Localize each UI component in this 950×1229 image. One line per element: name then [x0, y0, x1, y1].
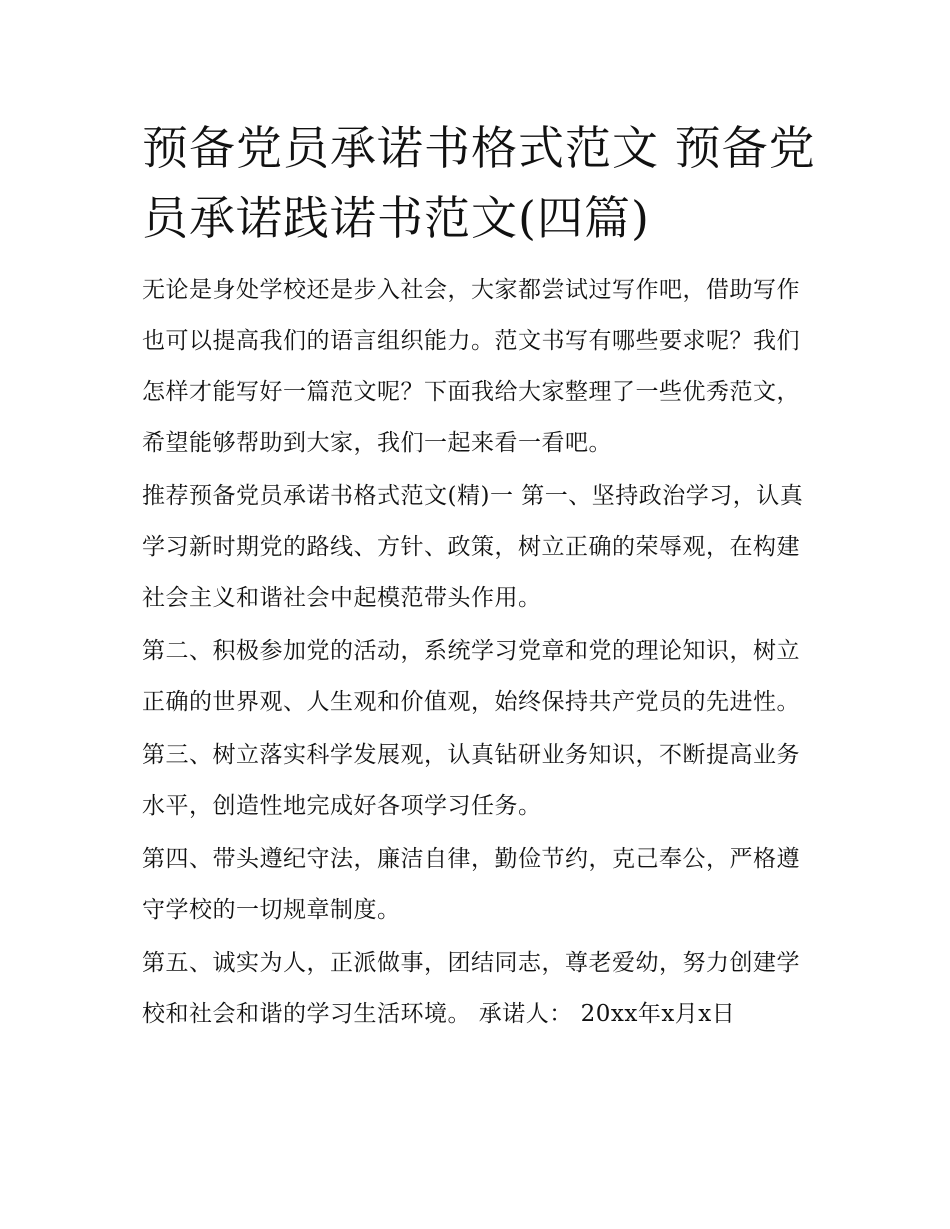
commitment-item-2: 第二、积极参加党的活动，系统学习党章和党的理论知识，树立正确的世界观、人生观和价值观，始终保持共产党员的先进性。 — [142, 638, 800, 715]
commitment-item-1: 推荐预备党员承诺书格式范文(精)一 第一、坚持政治学习，认真学习新时期党的路线、方针、政策，树立正确的荣辱观，在构建社会主义和谐社会中起模范带头作用。 — [142, 483, 804, 611]
commitment-item-3: 第三、树立落实科学发展观，认真钻研业务知识，不断提高业务水平，创造性地完成好各项学习任务。 — [142, 742, 800, 819]
commitment-item-4: 第四、带头遵纪守法，廉洁自律，勤俭节约，克己奉公，严格遵守学校的一切规章制度。 — [142, 846, 800, 923]
document-page — [142, 113, 822, 1042]
intro-paragraph: 无论是身处学校还是步入社会，大家都尝试过写作吧，借助写作也可以提高我们的语言组织能力。范文书写有哪些要求呢？我们怎样才能写好一篇范文呢？下面我给大家整理了一些优秀范文，希望能够帮助到大家，我们一起来看一看吧。 — [142, 277, 800, 456]
commitment-item-5: 第五、诚实为人，正派做事，团结同志，尊老爱幼，努力创建学校和社会和谐的学习生活环境。 承诺人： 20xx年x月x日 — [142, 950, 800, 1027]
document-title: 预备党员承诺书格式范文 预备党员承诺践诺书范文(四篇) — [142, 121, 816, 245]
